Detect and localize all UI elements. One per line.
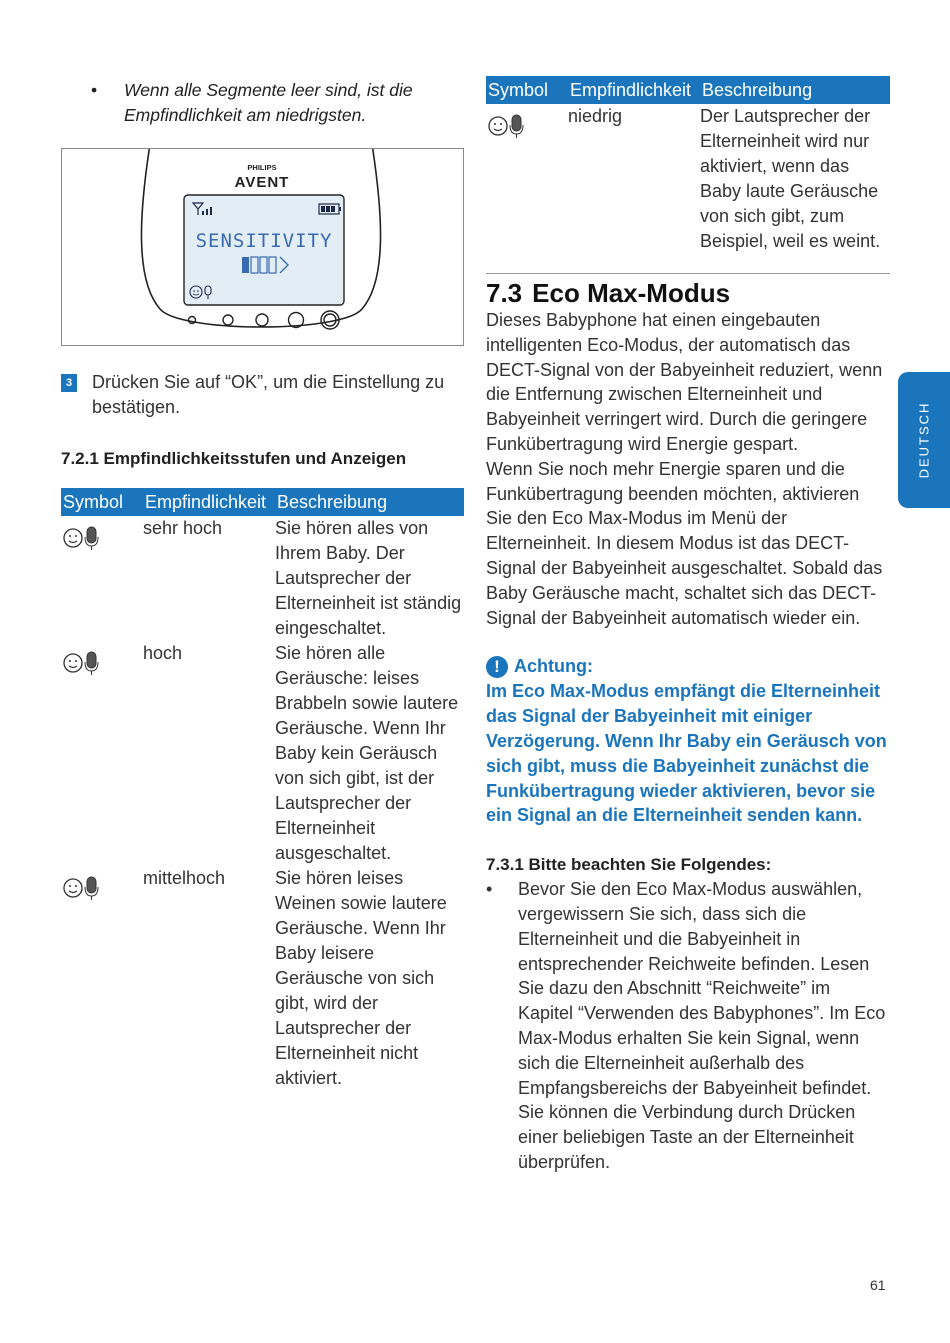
- bullet-dot: •: [91, 80, 98, 100]
- header-symbol: Symbol: [61, 488, 143, 516]
- header-sensitivity: Empfindlichkeit: [568, 76, 700, 104]
- symbol-cell: [61, 641, 143, 866]
- symbol-cell: [486, 104, 568, 254]
- description-cell: Sie hören alle Geräusche: leises Brabbeln sowie lautere Geräusche. Wenn Ihr Baby kein Geräusch von sich gibt, ist der Lautsprecher der Elterneinheit ausgeschaltet.: [275, 643, 459, 863]
- bullet-dot: •: [486, 879, 493, 900]
- table-row: [61, 641, 464, 866]
- bullet-text: Wenn alle Segmente leer sind, ist die Empfindlichkeit am niedrigsten.: [124, 80, 413, 125]
- header-sensitivity: Empfindlichkeit: [143, 488, 275, 516]
- sensitivity-table-continued: [486, 76, 890, 254]
- sensitivity-cell: mittelhoch: [143, 868, 226, 888]
- step-number: 3: [61, 374, 77, 392]
- caution-heading: [486, 654, 890, 679]
- sensitivity-cell: hoch: [143, 643, 183, 663]
- brand-top-text: PHILIPS: [247, 163, 277, 172]
- baby-sensitivity-icon: [61, 866, 143, 909]
- table-row: [61, 866, 464, 1091]
- header-symbol: Symbol: [486, 76, 568, 104]
- right-column: [486, 76, 890, 1175]
- language-label: DEUTSCH: [916, 401, 932, 479]
- bullet-item: [486, 877, 890, 1175]
- left-column: [61, 76, 464, 1091]
- table-row: [486, 104, 890, 254]
- table-header-row: [61, 488, 464, 516]
- description-cell: Sie hören leises Weinen sowie lautere Geräusche. Wenn Ihr Baby leisere Geräusche von sich gibt, wird der Lautsprecher der Elterneinheit nicht aktiviert.: [275, 868, 447, 1088]
- symbol-cell: [61, 516, 143, 641]
- section-number: 7.3: [486, 278, 523, 308]
- table-row: [61, 516, 464, 641]
- bullet-text: Bevor Sie den Eco Max-Modus auswählen, vergewissern Sie sich, dass sich die Elterneinheit und die Babyeinheit in entsprechender Reichweite befinden. Lesen Sie dazu den Abschnitt “Reichweite” im Kapitel “Verwenden des Babyphones”. Im Eco Max-Modus erhalten Sie kein Signal, wenn sich die Elterneinheit außerhalb des Empfangsbereichs der Babyeinheit befindet. Sie können die Verbindung durch Drücken einer beliebigen Taste an der Elterneinheit überprüfen.: [518, 879, 886, 1172]
- table-header-row: [486, 76, 890, 104]
- device-figure: [61, 148, 464, 346]
- symbol-cell: [61, 866, 143, 1091]
- paragraph-1: Dieses Babyphone hat einen eingebauten intelligenten Eco-Modus, der automatisch das DECT-Signal von der Babyeinheit reduziert, wenn die Entfernung zwischen Elterneinheit und Babyeinheit verringert wird. Durch die geringere Funkübertragung wird Energie gespart.: [486, 310, 883, 454]
- caution-text: Im Eco Max-Modus empfängt die Elterneinheit das Signal der Babyeinheit mit einiger Verzögerung. Wenn Ihr Baby ein Geräusch von sich gibt, muss die Babyeinheit zunächst die Funkübertragung wieder aktivieren, bevor sie ein Signal an die Elterneinheit senden kann.: [486, 681, 887, 826]
- header-description: Beschreibung: [700, 76, 890, 104]
- page-number: 61: [870, 1277, 886, 1293]
- description-cell: Der Lautsprecher der Elterneinheit wird nur aktiviert, wenn das Baby laute Geräusche von sich gibt, zum Beispiel, weil es weint.: [700, 106, 881, 251]
- brand-bottom-text: AVENT: [234, 174, 290, 191]
- sensitivity-cell: niedrig: [568, 106, 623, 126]
- step-3: [61, 370, 464, 420]
- sensitivity-levels-heading: 7.2.1 Empfindlichkeitsstufen und Anzeigen: [61, 449, 407, 468]
- exclamation-icon: !: [486, 656, 508, 678]
- baby-sensitivity-icon: [61, 516, 143, 559]
- section-divider: [486, 273, 890, 274]
- baby-sensitivity-icon: [486, 104, 568, 147]
- sensitivity-cell: sehr hoch: [143, 518, 223, 538]
- description-cell: Sie hören alles von Ihrem Baby. Der Lautsprecher der Elterneinheit ist ständig eingeschaltet.: [275, 518, 462, 638]
- sensitivity-table: [61, 488, 464, 1091]
- caution-title: Achtung:: [514, 656, 593, 677]
- section-heading: [486, 278, 890, 308]
- bullet-item: [61, 78, 464, 128]
- header-description: Beschreibung: [275, 488, 464, 516]
- language-side-tab: [898, 372, 950, 508]
- notes-heading: 7.3.1 Bitte beachten Sie Folgendes:: [486, 855, 772, 875]
- step-text: Drücken Sie auf “OK”, um die Einstellung zu bestätigen.: [92, 372, 445, 417]
- section-title: Eco Max-Modus: [532, 278, 731, 308]
- lcd-sensitivity-text: SENSITIVITY: [195, 230, 333, 252]
- device-illustration: [62, 149, 463, 345]
- baby-sensitivity-icon: [61, 641, 143, 684]
- paragraph-2: Wenn Sie noch mehr Energie sparen und die Funkübertragung beenden möchten, aktivieren Sie den Eco Max-Modus im Menü der Elterneinheit. In diesem Modus ist das DECT-Signal der Babyeinheit ausgeschaltet. Sobald das Baby Geräusche macht, schaltet sich das DECT-Signal der Babyeinheit automatisch wieder ein.: [486, 458, 883, 628]
